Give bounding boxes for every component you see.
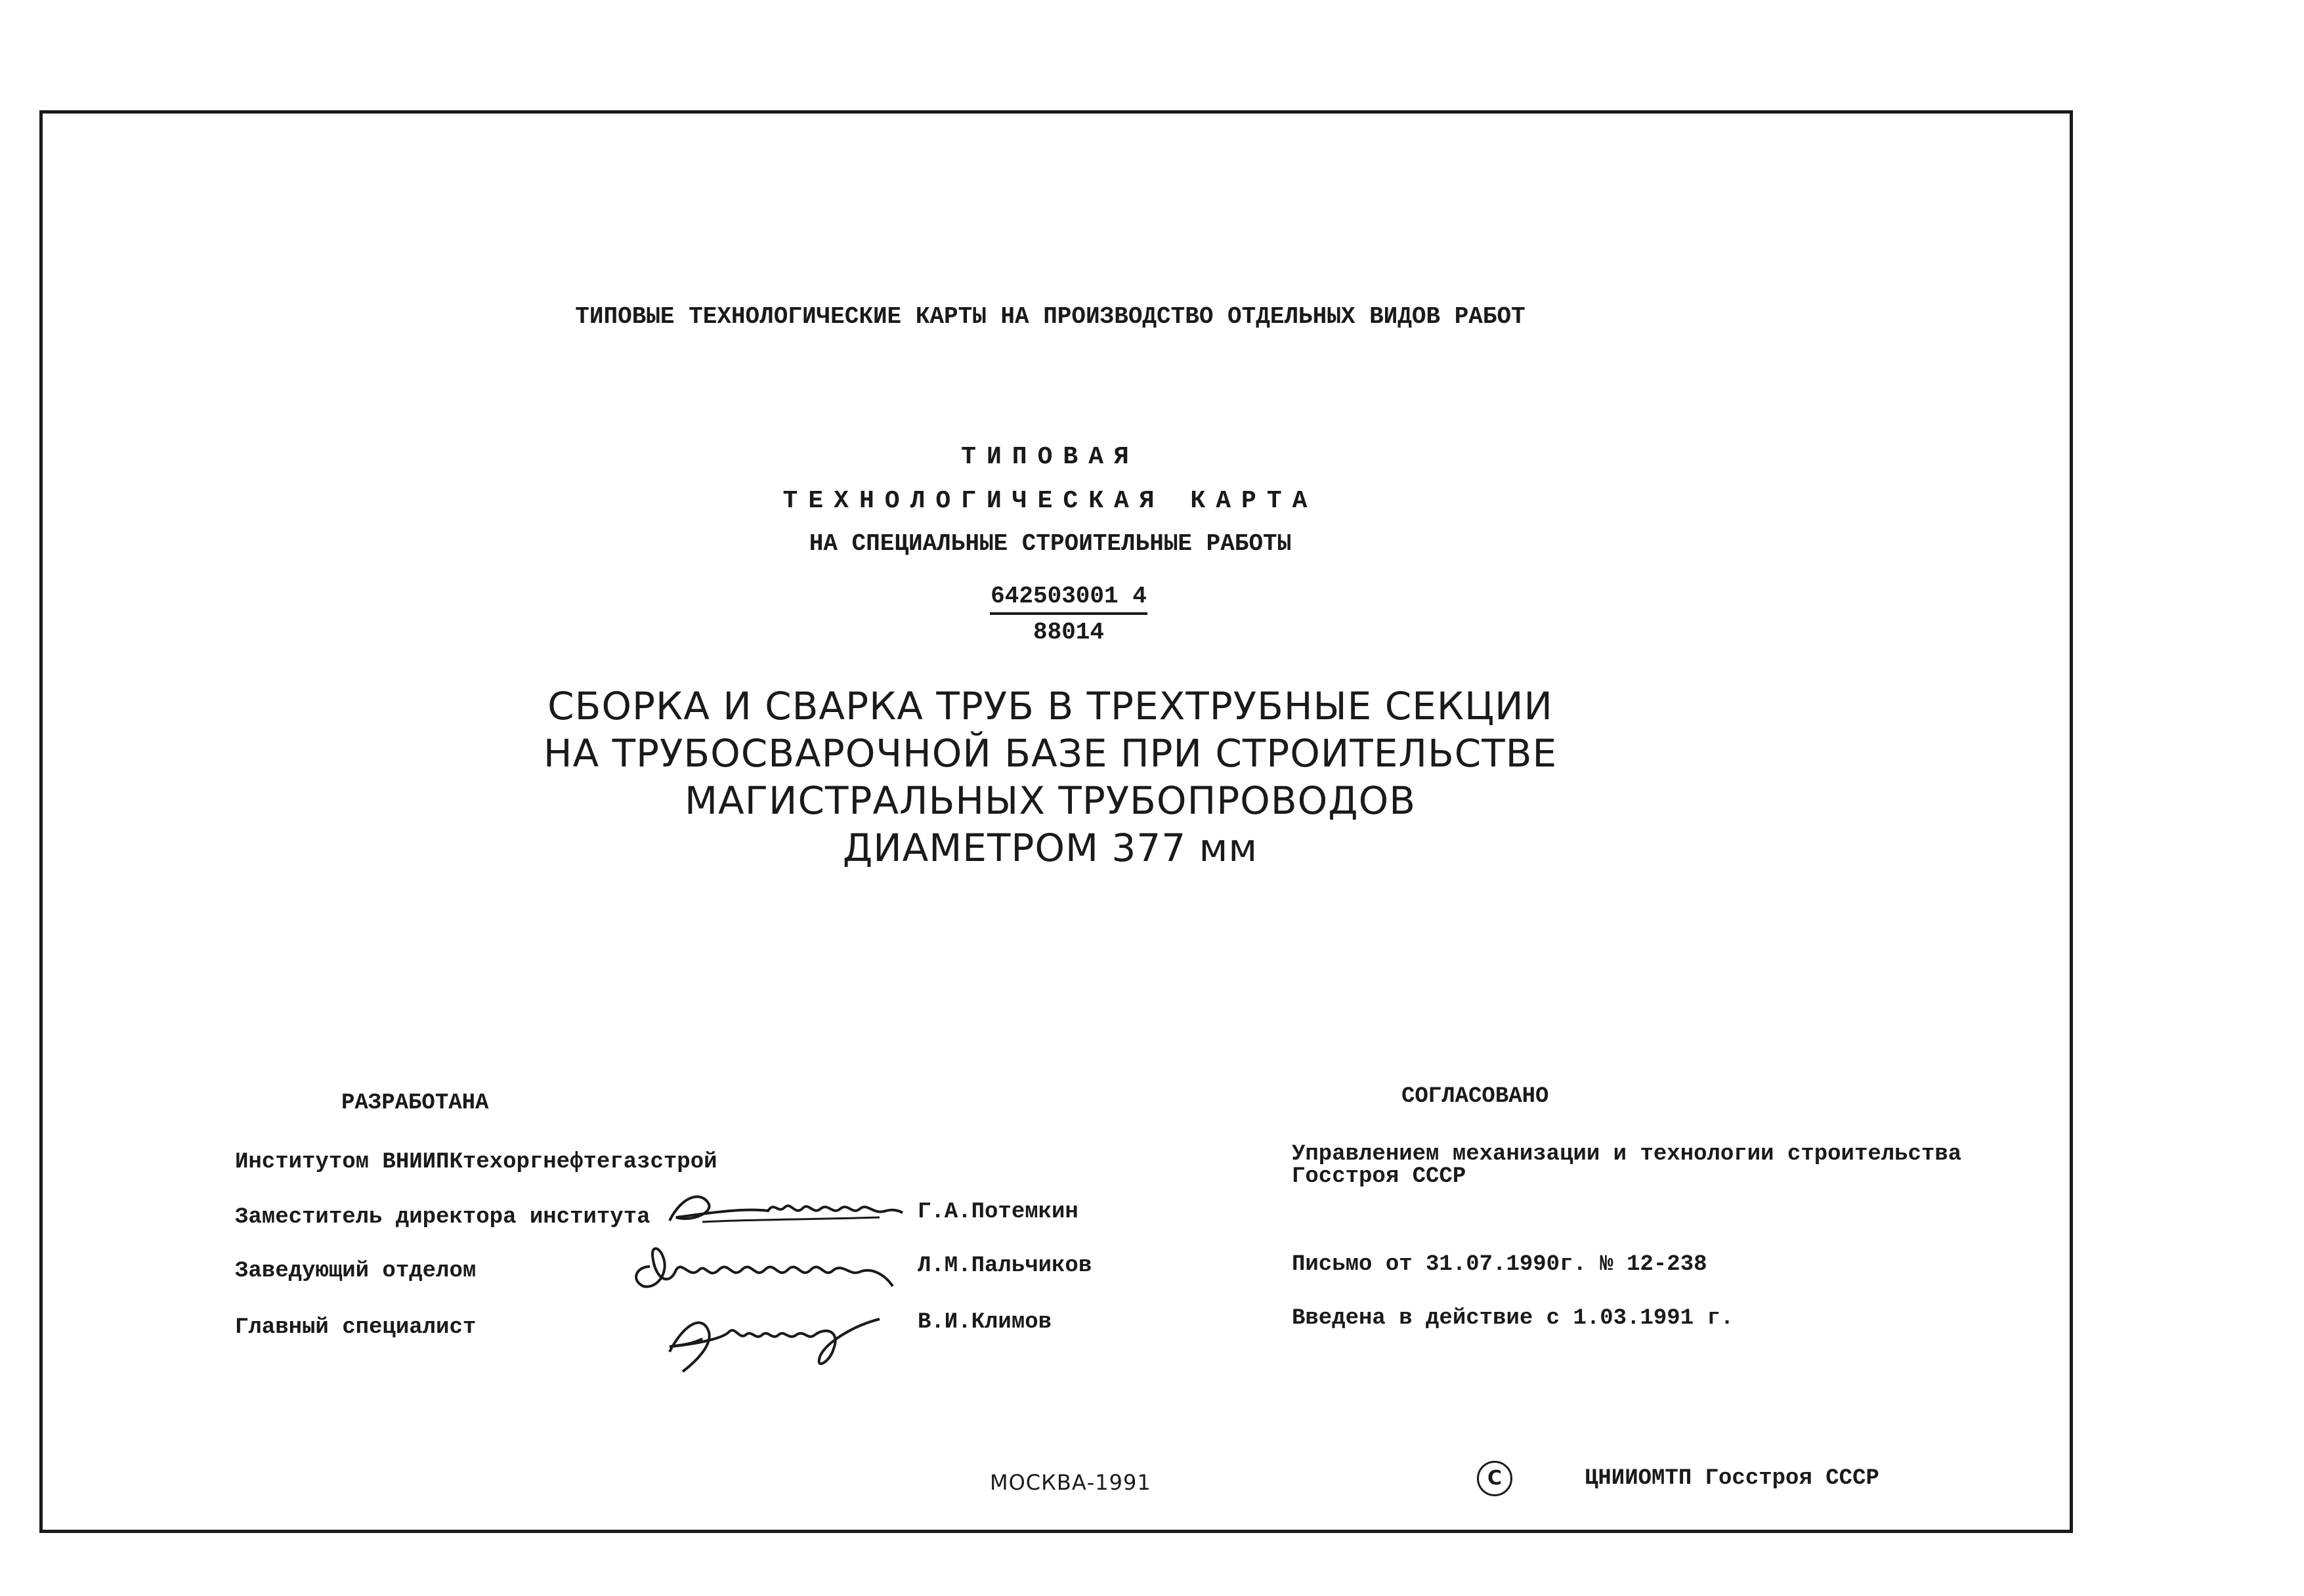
signature-klimov	[656, 1299, 906, 1378]
main-title-line2: НА ТРУБОСВАРОЧНОЙ БАЗЕ ПРИ СТРОИТЕЛЬСТВЕ	[543, 731, 1558, 776]
main-title	[0, 682, 2101, 872]
role-deputy-director: Заместитель директора института	[235, 1205, 651, 1230]
developed-institute: Институтом ВНИИПКтехоргнефтегазстрой	[235, 1150, 717, 1175]
name-potemkin: Г.А.Потемкин	[918, 1200, 1078, 1225]
role-department-head: Заведующий отделом	[235, 1259, 477, 1284]
effective-date: Введена в действие с 1.03.1991 г.	[1292, 1306, 1734, 1331]
name-klimov: В.И.Климов	[918, 1310, 1052, 1335]
copyright-icon: C	[1477, 1461, 1512, 1496]
code-numerator: 642503001 4	[991, 583, 1147, 610]
developed-heading: РАЗРАБОТАНА	[341, 1091, 489, 1116]
name-palchikov: Л.М.Пальчиков	[918, 1253, 1092, 1278]
role-chief-specialist: Главный специалист	[235, 1315, 477, 1340]
approved-org-line1: Управлением механизации и технологии строительства	[1292, 1142, 1962, 1167]
signature-potemkin	[663, 1181, 906, 1234]
doc-type-line2: ТЕХНОЛОГИЧЕСКАЯ КАРТА	[782, 487, 1318, 515]
publisher: ЦНИИОМТП Госстроя СССР	[1585, 1466, 1879, 1491]
city-year: МОСКВА-1991	[990, 1470, 1151, 1495]
approved-heading: СОГЛАСОВАНО	[1401, 1084, 1549, 1109]
document-code	[990, 583, 1147, 646]
code-fraction-line	[990, 612, 1147, 615]
main-title-line1: СБОРКА И СВАРКА ТРУБ В ТРЕХТРУБНЫЕ СЕКЦИИ	[547, 684, 1553, 728]
approved-org-line2: Госстроя СССР	[1292, 1164, 1466, 1189]
main-title-line4: ДИАМЕТРОМ 377 мм	[842, 826, 1258, 870]
series-title: ТИПОВЫЕ ТЕХНОЛОГИЧЕСКИЕ КАРТЫ НА ПРОИЗВОДСТВО ОТДЕЛЬНЫХ ВИДОВ РАБОТ	[575, 303, 1525, 330]
approval-letter: Письмо от 31.07.1990г. № 12-238	[1292, 1252, 1707, 1277]
code-denominator: 88014	[1033, 619, 1105, 646]
main-title-line3: МАГИСТРАЛЬНЫХ ТРУБОПРОВОДОВ	[684, 778, 1417, 823]
doc-type-line1: ТИПОВАЯ	[961, 443, 1140, 471]
doc-type-line3: НА СПЕЦИАЛЬНЫЕ СТРОИТЕЛЬНЫЕ РАБОТЫ	[809, 530, 1292, 557]
